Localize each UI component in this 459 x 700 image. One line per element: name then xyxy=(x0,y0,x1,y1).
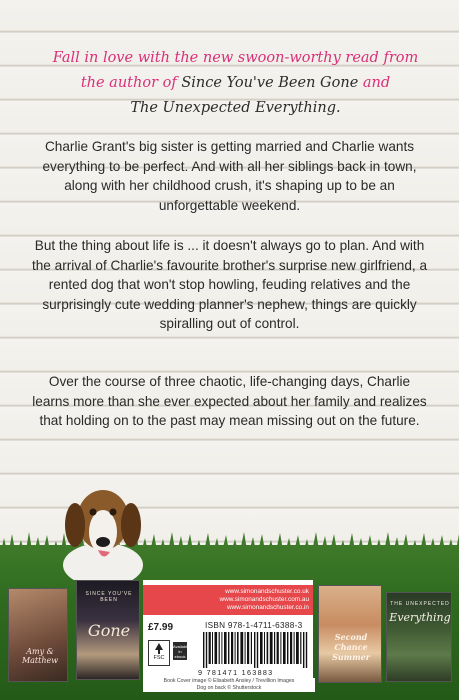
ebook-badge: Available in ebook xyxy=(173,644,190,659)
tagline-line1: Fall in love with the new swoon-worthy read from xyxy=(52,50,419,66)
blurb-paragraph-1: Charlie Grant's big sister is getting married and Charlie wants everything to be perfect. And with all her siblings back in town, along with her childhood crush, it's shaping up to be an unforgettable weekend. xyxy=(42,139,417,213)
tagline-line2: the author of Since You've Been Gone and xyxy=(80,75,391,91)
url-au: www.simonandschuster.com.au xyxy=(219,596,309,603)
barcode-number: 9 781471 163883 xyxy=(198,668,274,677)
book-cover-second-chance-summer xyxy=(318,585,382,683)
tagline xyxy=(28,46,443,121)
image-credits: Book Cover image © Elisabeth Ansley / Trevillion Images Dog on back © Shutterstock xyxy=(143,678,315,692)
beagle-dog-illustration xyxy=(48,470,158,580)
url-uk: www.simonandschuster.co.uk xyxy=(225,588,309,595)
book-cover-unexpected-everything xyxy=(386,592,452,682)
blurb-paragraph-2: But the thing about life is ... it doesn't always go to plan. And with the arrival of Charlie's favourite brother's surprise new girlfriend, a rented dog that won't stop howling, feuding relatives and the surprisingly cute wedding planner's nephew, things are quickly spiralling out of control. xyxy=(31,238,428,331)
fsc-logo: FSC xyxy=(148,640,170,666)
book-cover-amy-matthew xyxy=(8,588,68,682)
book-1-title: Amy & Matthew xyxy=(21,647,59,665)
price: £7.99 xyxy=(148,622,174,633)
tagline-title-1: Since You've Been Gone xyxy=(181,75,359,91)
publisher-url-band xyxy=(143,585,313,615)
book-2-title: Gone xyxy=(87,621,131,640)
book-3-title: Second Chance Summer xyxy=(332,632,370,662)
book-2-top-text: SINCE YOU'VE BEEN xyxy=(85,591,133,603)
book-cover-since-youve-been-gone xyxy=(76,580,140,680)
blurb-paragraph-3: Over the course of three chaotic, life-changing days, Charlie learns more than she ever expected about her family and realizes that holding on to the past may mean missing out on the future. xyxy=(32,374,427,428)
book-4-title: Everything xyxy=(389,611,451,624)
tree-icon xyxy=(154,643,164,654)
barcode xyxy=(203,632,309,668)
book-4-top-text: THE UNEXPECTED xyxy=(390,601,450,607)
tagline-line3: The Unexpected Everything. xyxy=(130,100,341,116)
url-in: www.simonandschuster.co.in xyxy=(226,604,309,611)
isbn-text: ISBN 978-1-4711-6388-3 xyxy=(205,621,303,630)
